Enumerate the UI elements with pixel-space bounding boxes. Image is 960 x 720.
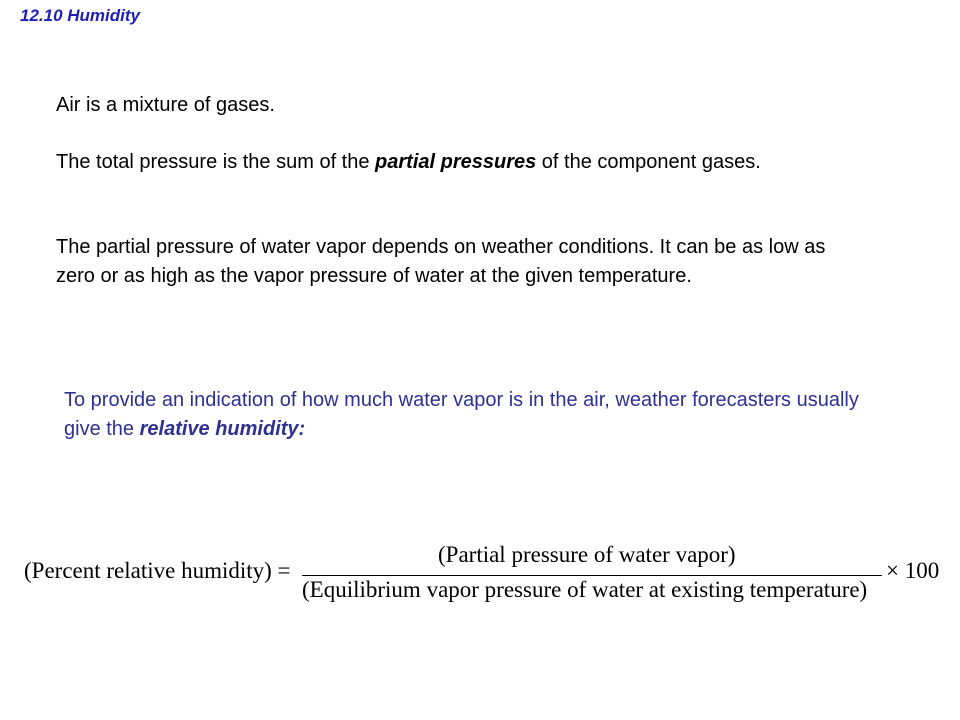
paragraph-total-pressure bbox=[56, 148, 826, 177]
p2-text-before: The total pressure is the sum of the bbox=[56, 151, 376, 173]
formula-multiplier: × 100 bbox=[886, 558, 940, 583]
relative-humidity-emphasis: relative humidity: bbox=[139, 418, 306, 440]
p2-text-after: of the component gases. bbox=[536, 151, 761, 173]
formula-denominator: (Equilibrium vapor pressure of water at existing temperature) bbox=[302, 577, 868, 602]
section-title: 12.10 Humidity bbox=[20, 6, 140, 25]
paragraph-air-mixture: Air is a mixture of gases. bbox=[56, 94, 275, 116]
callout-text: To provide an indication of how much water vapor is in the air, weather forecasters usually give the bbox=[64, 389, 859, 440]
relative-humidity-callout bbox=[64, 386, 864, 444]
relative-humidity-formula bbox=[24, 530, 944, 620]
fraction-bar bbox=[302, 575, 882, 576]
partial-pressures-emphasis: partial pressures bbox=[375, 151, 537, 173]
formula-lhs: (Percent relative humidity) = bbox=[24, 558, 291, 583]
paragraph-water-vapor: The partial pressure of water vapor depends on weather conditions. It can be as low as zero or as high as the vapor pressure of water at the given temperature. bbox=[56, 236, 826, 287]
formula-numerator: (Partial pressure of water vapor) bbox=[438, 542, 736, 567]
